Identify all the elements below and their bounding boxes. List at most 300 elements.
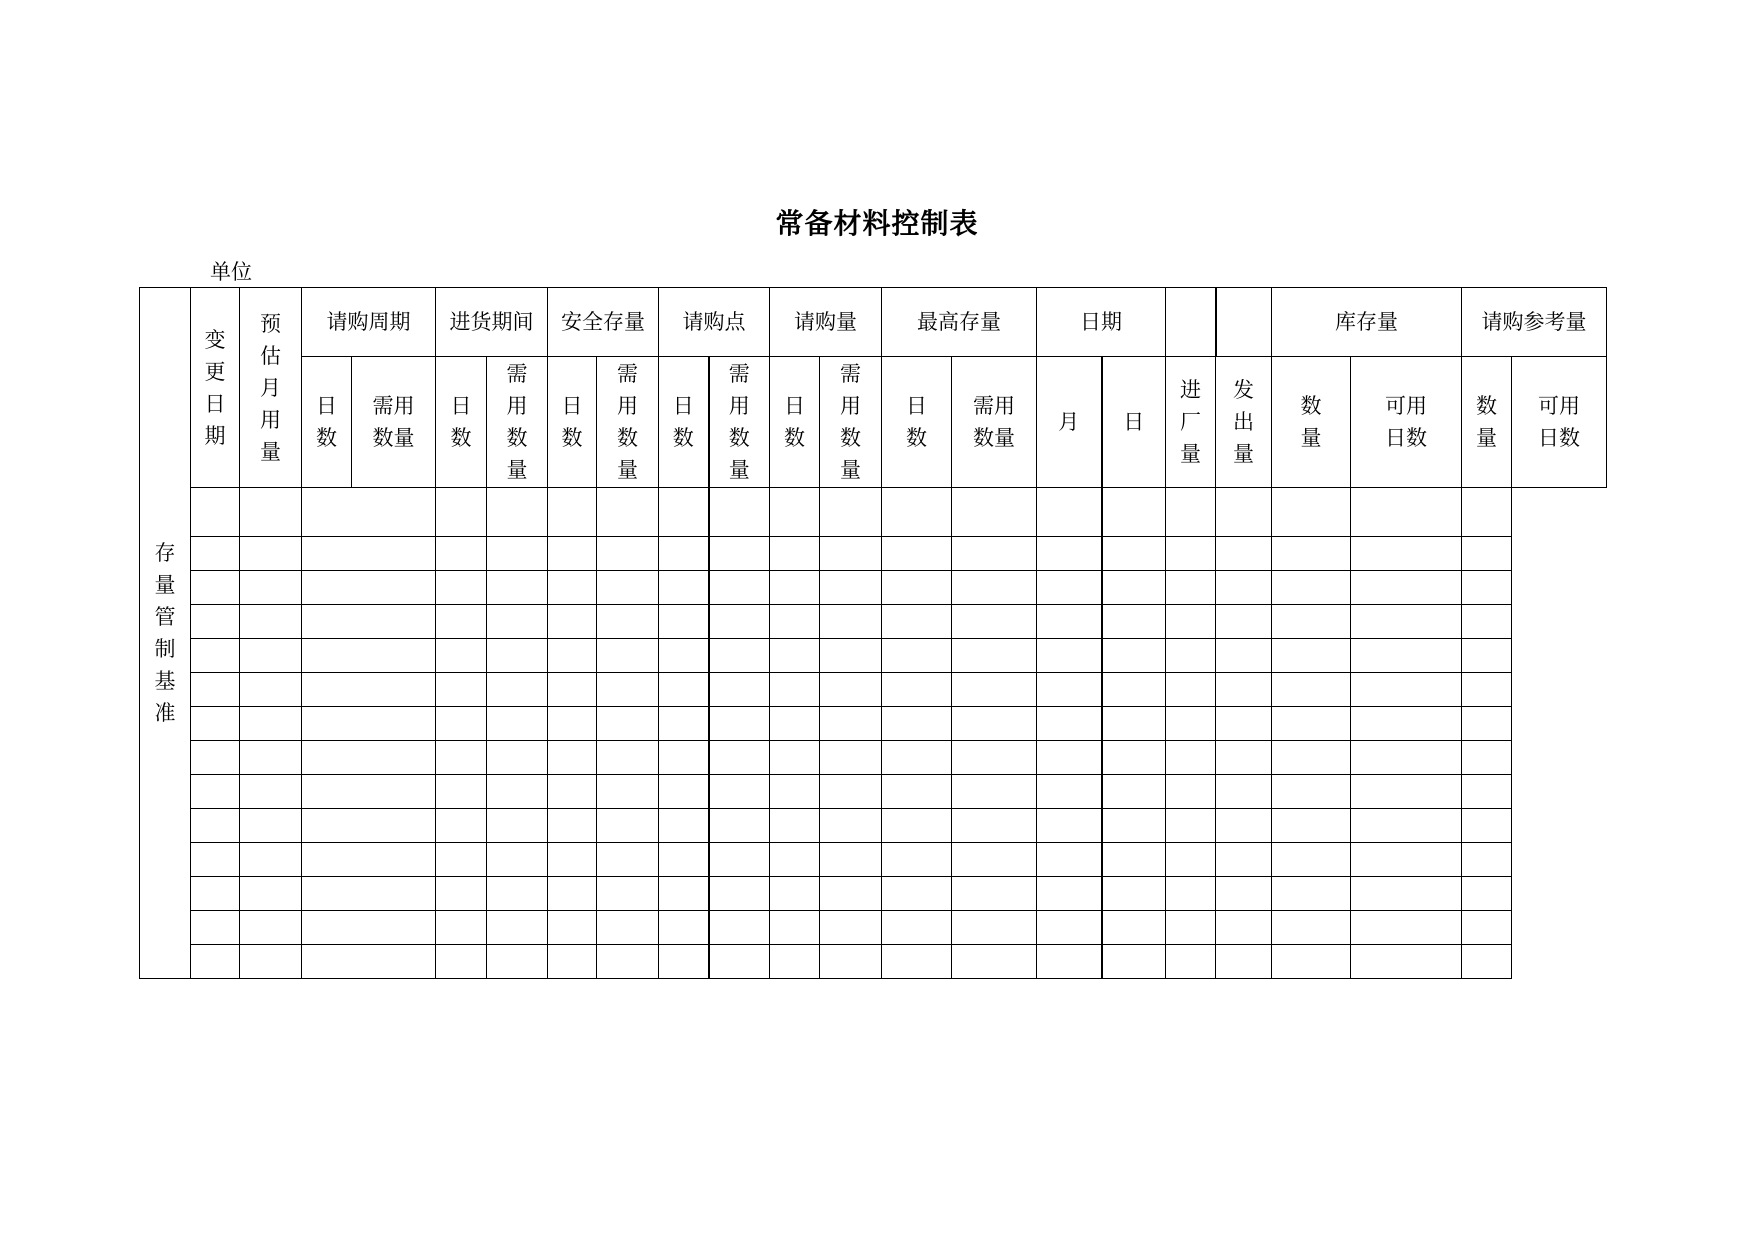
table-cell[interactable] [770,537,820,571]
table-cell[interactable] [1462,809,1512,843]
table-cell[interactable] [1216,775,1272,809]
table-cell[interactable] [1216,707,1272,741]
table-cell[interactable] [1216,488,1272,537]
table-cell[interactable] [882,673,952,707]
table-cell[interactable] [302,537,436,571]
table-cell[interactable] [1462,488,1512,537]
table-cell[interactable] [1166,877,1216,911]
table-cell[interactable] [436,707,487,741]
table-cell[interactable] [1216,809,1272,843]
table-cell[interactable] [548,488,597,537]
table-cell[interactable] [952,571,1037,605]
table-cell[interactable] [436,537,487,571]
table-cell[interactable] [709,775,770,809]
table-cell[interactable] [436,843,487,877]
table-cell[interactable] [820,945,882,979]
header-date: 日期 [1037,288,1166,357]
table-cell[interactable] [1166,911,1216,945]
table-cell[interactable] [770,488,820,537]
table-cell[interactable] [1216,571,1272,605]
table-cell[interactable] [659,605,709,639]
table-cell[interactable] [548,741,597,775]
table-cell[interactable] [436,605,487,639]
table-cell[interactable] [240,843,302,877]
table-cell[interactable] [820,639,882,673]
table-cell[interactable] [820,571,882,605]
table-cell[interactable] [952,673,1037,707]
table-row [140,605,1607,639]
table-cell[interactable] [191,809,240,843]
table-cell[interactable] [597,537,659,571]
table-cell[interactable] [597,741,659,775]
table-cell[interactable] [659,775,709,809]
table-cell[interactable] [1462,571,1512,605]
table-cell[interactable] [1462,945,1512,979]
table-cell[interactable] [1272,639,1351,673]
table-cell[interactable] [1102,673,1166,707]
table-cell[interactable] [302,945,436,979]
table-cell[interactable] [952,843,1037,877]
table-cell[interactable] [1351,741,1462,775]
table-cell[interactable] [548,605,597,639]
sub-days: 日 数 [770,357,820,488]
table-cell[interactable] [302,911,436,945]
table-cell[interactable] [302,775,436,809]
table-cell[interactable] [191,945,240,979]
table-cell[interactable] [952,639,1037,673]
table-cell[interactable] [952,911,1037,945]
table-cell[interactable] [952,877,1037,911]
table-cell[interactable] [1351,945,1462,979]
table-cell[interactable] [548,639,597,673]
table-cell[interactable] [709,571,770,605]
header-change-date: 变 更 日 期 [191,288,240,488]
table-row [140,488,1607,537]
table-cell[interactable] [597,843,659,877]
table-cell[interactable] [487,673,548,707]
table-cell[interactable] [820,877,882,911]
header-purchase-cycle: 请购周期 [302,288,436,357]
table-cell[interactable] [1351,809,1462,843]
table-cell[interactable] [1166,537,1216,571]
table-cell[interactable] [1216,673,1272,707]
table-cell[interactable] [1166,843,1216,877]
table-cell[interactable] [709,877,770,911]
table-cell[interactable] [548,775,597,809]
table-cell[interactable] [1102,571,1166,605]
table-cell[interactable] [1272,571,1351,605]
table-cell[interactable] [1037,639,1102,673]
table-cell[interactable] [191,488,240,537]
table-cell[interactable] [659,945,709,979]
table-cell[interactable] [240,775,302,809]
table-cell[interactable] [487,843,548,877]
table-cell[interactable] [1037,537,1102,571]
table-cell[interactable] [770,571,820,605]
table-cell[interactable] [659,707,709,741]
table-cell[interactable] [709,707,770,741]
table-row [140,707,1607,741]
table-cell[interactable] [597,775,659,809]
table-cell[interactable] [1272,537,1351,571]
table-cell[interactable] [659,537,709,571]
unit-label: 单位 [210,260,252,284]
table-cell[interactable] [1102,911,1166,945]
table-cell[interactable] [882,639,952,673]
table-row [140,639,1607,673]
table-cell[interactable] [820,741,882,775]
sub-qty: 数 量 [1272,357,1351,488]
table-cell[interactable] [597,488,659,537]
table-cell[interactable] [1351,775,1462,809]
table-cell[interactable] [240,809,302,843]
table-cell[interactable] [302,673,436,707]
table-cell[interactable] [1166,673,1216,707]
table-cell[interactable] [709,673,770,707]
table-cell[interactable] [659,877,709,911]
table-cell[interactable] [240,741,302,775]
table-cell[interactable] [1462,673,1512,707]
table-cell[interactable] [709,911,770,945]
table-cell[interactable] [436,673,487,707]
table-cell[interactable] [1166,488,1216,537]
table-cell[interactable] [548,911,597,945]
table-cell[interactable] [302,809,436,843]
table-cell[interactable] [1216,877,1272,911]
table-cell[interactable] [1216,605,1272,639]
table-cell[interactable] [770,843,820,877]
table-cell[interactable] [1102,843,1166,877]
table-cell[interactable] [1102,877,1166,911]
sub-need-qty: 需 用 数 量 [709,357,770,488]
table-cell[interactable] [659,639,709,673]
table-cell[interactable] [882,843,952,877]
table-cell[interactable] [770,775,820,809]
table-cell[interactable] [952,488,1037,537]
table-cell[interactable] [487,605,548,639]
table-cell[interactable] [487,877,548,911]
table-cell[interactable] [436,809,487,843]
table-cell[interactable] [487,639,548,673]
table-cell[interactable] [659,673,709,707]
table-cell[interactable] [436,741,487,775]
table-cell[interactable] [1037,843,1102,877]
table-cell[interactable] [240,571,302,605]
table-cell[interactable] [1102,741,1166,775]
table-cell[interactable] [952,605,1037,639]
table-cell[interactable] [191,877,240,911]
table-cell[interactable] [770,707,820,741]
table-cell[interactable] [820,605,882,639]
table-cell[interactable] [240,488,302,537]
table-cell[interactable] [770,605,820,639]
table-cell[interactable] [1462,911,1512,945]
table-cell[interactable] [302,877,436,911]
table-cell[interactable] [820,775,882,809]
table-cell[interactable] [709,537,770,571]
table-cell[interactable] [1351,843,1462,877]
table-cell[interactable] [770,945,820,979]
table-cell[interactable] [820,488,882,537]
table-cell[interactable] [1216,639,1272,673]
table-cell[interactable] [770,673,820,707]
table-cell[interactable] [487,707,548,741]
table-cell[interactable] [882,775,952,809]
table-cell[interactable] [436,911,487,945]
table-cell[interactable] [1462,775,1512,809]
side-label-cell: 存 量 管 制 基 准 [140,288,191,979]
table-cell[interactable] [1037,775,1102,809]
table-cell[interactable] [709,488,770,537]
table-cell[interactable] [882,488,952,537]
table-cell[interactable] [1166,605,1216,639]
table-cell[interactable] [952,945,1037,979]
table-cell[interactable] [597,605,659,639]
table-cell[interactable] [820,707,882,741]
table-cell[interactable] [191,639,240,673]
table-cell[interactable] [1351,571,1462,605]
table-cell[interactable] [1272,843,1351,877]
table-cell[interactable] [191,775,240,809]
table-cell[interactable] [597,571,659,605]
table-cell[interactable] [882,911,952,945]
table-cell[interactable] [548,571,597,605]
table-cell[interactable] [191,537,240,571]
table-cell[interactable] [548,707,597,741]
table-cell[interactable] [240,605,302,639]
table-cell[interactable] [820,537,882,571]
table-cell[interactable] [770,877,820,911]
table-cell[interactable] [302,741,436,775]
table-cell[interactable] [597,945,659,979]
table-cell[interactable] [659,843,709,877]
table-cell[interactable] [1351,877,1462,911]
table-cell[interactable] [709,741,770,775]
table-cell[interactable] [1102,537,1166,571]
table-cell[interactable] [487,911,548,945]
table-cell[interactable] [1037,571,1102,605]
table-cell[interactable] [548,809,597,843]
table-cell[interactable] [882,571,952,605]
table-cell[interactable] [1351,911,1462,945]
table-cell[interactable] [1351,537,1462,571]
table-cell[interactable] [1272,707,1351,741]
table-cell[interactable] [1351,707,1462,741]
table-cell[interactable] [1166,707,1216,741]
table-cell[interactable] [548,945,597,979]
table-cell[interactable] [952,809,1037,843]
table-cell[interactable] [191,605,240,639]
table-cell[interactable] [191,741,240,775]
table-cell[interactable] [302,707,436,741]
table-cell[interactable] [1462,707,1512,741]
table-cell[interactable] [1351,673,1462,707]
table-cell[interactable] [820,911,882,945]
table-cell[interactable] [1462,537,1512,571]
table-cell[interactable] [1462,741,1512,775]
table-cell[interactable] [1462,877,1512,911]
table-cell[interactable] [1037,488,1102,537]
table-cell[interactable] [709,945,770,979]
table-cell[interactable] [1166,809,1216,843]
table-cell[interactable] [240,945,302,979]
table-cell[interactable] [487,775,548,809]
table-cell[interactable] [659,571,709,605]
table-cell[interactable] [709,639,770,673]
table-cell[interactable] [770,639,820,673]
table-cell[interactable] [487,809,548,843]
table-cell[interactable] [1351,639,1462,673]
table-cell[interactable] [487,945,548,979]
table-cell[interactable] [820,809,882,843]
table-cell[interactable] [820,843,882,877]
table-cell[interactable] [882,537,952,571]
table-cell[interactable] [1037,877,1102,911]
table-cell[interactable] [1037,809,1102,843]
table-cell[interactable] [882,707,952,741]
table-cell[interactable] [191,911,240,945]
table-cell[interactable] [1272,605,1351,639]
table-cell[interactable] [436,775,487,809]
table-cell[interactable] [1351,488,1462,537]
table-cell[interactable] [882,809,952,843]
table-cell[interactable] [1102,605,1166,639]
table-cell[interactable] [302,488,436,537]
table-cell[interactable] [1037,741,1102,775]
header-blank-1 [1166,288,1216,357]
table-cell[interactable] [1462,639,1512,673]
table-cell[interactable] [548,843,597,877]
table-cell[interactable] [191,571,240,605]
table-cell[interactable] [302,571,436,605]
table-cell[interactable] [302,605,436,639]
table-cell[interactable] [1102,775,1166,809]
table-cell[interactable] [770,741,820,775]
table-cell[interactable] [1102,945,1166,979]
table-cell[interactable] [1462,843,1512,877]
table-cell[interactable] [1166,741,1216,775]
table-cell[interactable] [487,488,548,537]
table-cell[interactable] [302,639,436,673]
table-cell[interactable] [240,877,302,911]
table-cell[interactable] [1216,537,1272,571]
table-cell[interactable] [1102,639,1166,673]
table-cell[interactable] [1462,605,1512,639]
table-cell[interactable] [820,673,882,707]
table-cell[interactable] [1037,673,1102,707]
table-cell[interactable] [952,775,1037,809]
table-cell[interactable] [1216,911,1272,945]
table-cell[interactable] [952,707,1037,741]
table-cell[interactable] [659,809,709,843]
table-cell[interactable] [1272,673,1351,707]
table-cell[interactable] [1272,945,1351,979]
table-cell[interactable] [597,639,659,673]
table-cell[interactable] [1216,741,1272,775]
table-cell[interactable] [1102,809,1166,843]
table-cell[interactable] [436,877,487,911]
table-cell[interactable] [659,488,709,537]
table-cell[interactable] [597,911,659,945]
table-cell[interactable] [240,911,302,945]
table-cell[interactable] [1272,488,1351,537]
table-cell[interactable] [548,673,597,707]
table-cell[interactable] [240,673,302,707]
table-cell[interactable] [1216,843,1272,877]
table-cell[interactable] [1102,488,1166,537]
table-cell[interactable] [1037,945,1102,979]
table-cell[interactable] [882,877,952,911]
table-row [140,809,1607,843]
table-cell[interactable] [882,945,952,979]
table-cell[interactable] [770,911,820,945]
table-cell[interactable] [191,707,240,741]
table-cell[interactable] [597,877,659,911]
table-cell[interactable] [882,741,952,775]
table-cell[interactable] [709,809,770,843]
table-cell[interactable] [1037,911,1102,945]
header-safety-stock: 安全存量 [548,288,659,357]
table-cell[interactable] [487,741,548,775]
table-cell[interactable] [436,488,487,537]
table-cell[interactable] [1037,707,1102,741]
table-cell[interactable] [1037,605,1102,639]
sub-outgoing: 发 出 量 [1216,357,1272,488]
table-cell[interactable] [1272,911,1351,945]
table-cell[interactable] [1272,877,1351,911]
table-cell[interactable] [436,945,487,979]
header-reorder-point: 请购点 [659,288,770,357]
table-cell[interactable] [548,877,597,911]
table-cell[interactable] [1351,605,1462,639]
table-cell[interactable] [1166,571,1216,605]
table-cell[interactable] [1166,775,1216,809]
table-cell[interactable] [1166,945,1216,979]
table-cell[interactable] [709,843,770,877]
table-cell[interactable] [240,639,302,673]
table-cell[interactable] [597,673,659,707]
table-cell[interactable] [436,571,487,605]
table-cell[interactable] [240,537,302,571]
table-cell[interactable] [1272,809,1351,843]
table-cell[interactable] [1166,639,1216,673]
table-cell[interactable] [882,605,952,639]
table-cell[interactable] [952,537,1037,571]
table-cell[interactable] [240,707,302,741]
table-cell[interactable] [487,537,548,571]
table-cell[interactable] [487,571,548,605]
table-cell[interactable] [548,537,597,571]
table-cell[interactable] [770,809,820,843]
table-cell[interactable] [1272,775,1351,809]
sub-need-qty: 需 用 数 量 [487,357,548,488]
table-cell[interactable] [659,911,709,945]
table-cell[interactable] [191,843,240,877]
table-cell[interactable] [597,809,659,843]
table-cell[interactable] [1102,707,1166,741]
table-cell[interactable] [659,741,709,775]
table-cell[interactable] [597,707,659,741]
table-cell[interactable] [1272,741,1351,775]
table-cell[interactable] [1216,945,1272,979]
table-cell[interactable] [191,673,240,707]
table-cell[interactable] [302,843,436,877]
table-cell[interactable] [436,639,487,673]
sub-days: 日 数 [548,357,597,488]
table-cell[interactable] [952,741,1037,775]
header-delivery-period: 进货期间 [436,288,548,357]
table-cell[interactable] [709,605,770,639]
